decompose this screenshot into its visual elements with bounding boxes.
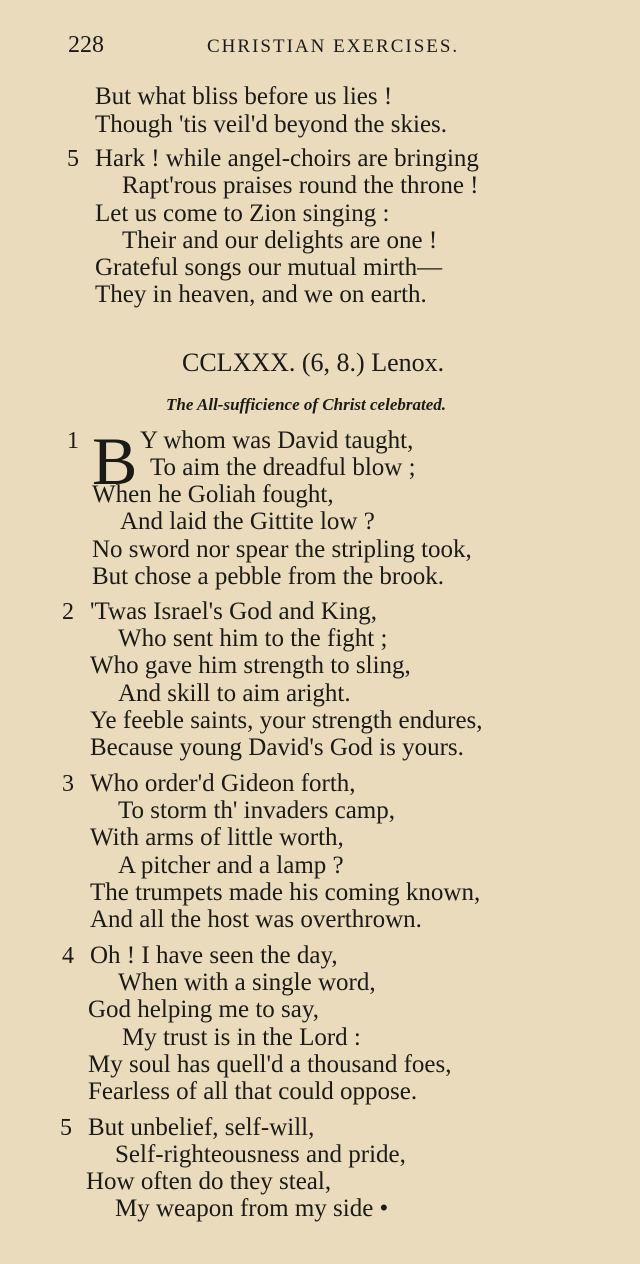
verse-line: Who gave him strength to sling,: [90, 652, 411, 679]
stanza-number: 3: [62, 771, 74, 797]
verse-line: God helping me to say,: [88, 996, 319, 1023]
verse-line: And skill to aim aright.: [118, 680, 351, 707]
verse-line: My weapon from my side •: [115, 1195, 389, 1222]
verse-line: Oh ! I have seen the day,: [90, 942, 338, 969]
verse-line: Their and our delights are one !: [122, 227, 438, 254]
running-title: CHRISTIAN EXERCISES.: [207, 36, 460, 57]
verse-line: 'Twas Israel's God and King,: [90, 598, 378, 625]
verse-line: Fearless of all that could oppose.: [88, 1078, 418, 1105]
verse-line: But unbelief, self-will,: [88, 1114, 315, 1141]
verse-line: To storm th' invaders camp,: [118, 797, 396, 824]
verse-line: Hark ! while angel-choirs are bringing: [95, 145, 479, 172]
verse-line: Y whom was David taught,: [140, 427, 414, 454]
stanza-number: 5: [67, 146, 79, 172]
verse-line: To aim the dreadful blow ;: [150, 454, 416, 481]
drop-cap: B: [92, 423, 138, 499]
verse-line: And laid the Gittite low ?: [120, 508, 375, 535]
stanza-number: 4: [62, 943, 74, 969]
verse-line: With arms of little worth,: [90, 824, 344, 851]
verse-line: But chose a pebble from the brook.: [92, 563, 444, 590]
stanza-number: 1: [67, 428, 79, 454]
verse-line: When he Goliah fought,: [92, 481, 334, 508]
verse-line: They in heaven, and we on earth.: [95, 281, 427, 308]
verse-line: The trumpets made his coming known,: [90, 879, 481, 906]
verse-line: But what bliss before us lies !: [95, 83, 393, 110]
page-number: 228: [68, 32, 104, 58]
verse-line: Who sent him to the fight ;: [118, 625, 388, 652]
hymn-subtitle: The All-sufficience of Christ celebrated.: [166, 395, 446, 414]
verse-line: Because young David's God is yours.: [90, 734, 464, 761]
verse-line: When with a single word,: [118, 969, 376, 996]
verse-line: How often do they steal,: [86, 1168, 332, 1195]
verse-line: Let us come to Zion singing :: [95, 200, 390, 227]
stanza-number: 5: [60, 1115, 72, 1141]
verse-line: And all the host was overthrown.: [90, 906, 422, 933]
verse-line: No sword nor spear the stripling took,: [92, 536, 472, 563]
verse-line: My soul has quell'd a thousand foes,: [88, 1051, 452, 1078]
verse-line: A pitcher and a lamp ?: [118, 852, 344, 879]
verse-line: Self-righteousness and pride,: [115, 1141, 406, 1168]
verse-line: Ye feeble saints, your strength endures,: [90, 707, 483, 734]
verse-line: Grateful songs our mutual mirth—: [95, 254, 443, 281]
verse-line: My trust is in the Lord :: [122, 1024, 361, 1051]
verse-line: Though 'tis veil'd beyond the skies.: [95, 111, 448, 138]
verse-line: Who order'd Gideon forth,: [90, 770, 356, 797]
verse-line: Rapt'rous praises round the throne !: [122, 172, 479, 199]
hymn-title: CCLXXX. (6, 8.) Lenox.: [182, 348, 445, 377]
stanza-number: 2: [62, 599, 74, 625]
